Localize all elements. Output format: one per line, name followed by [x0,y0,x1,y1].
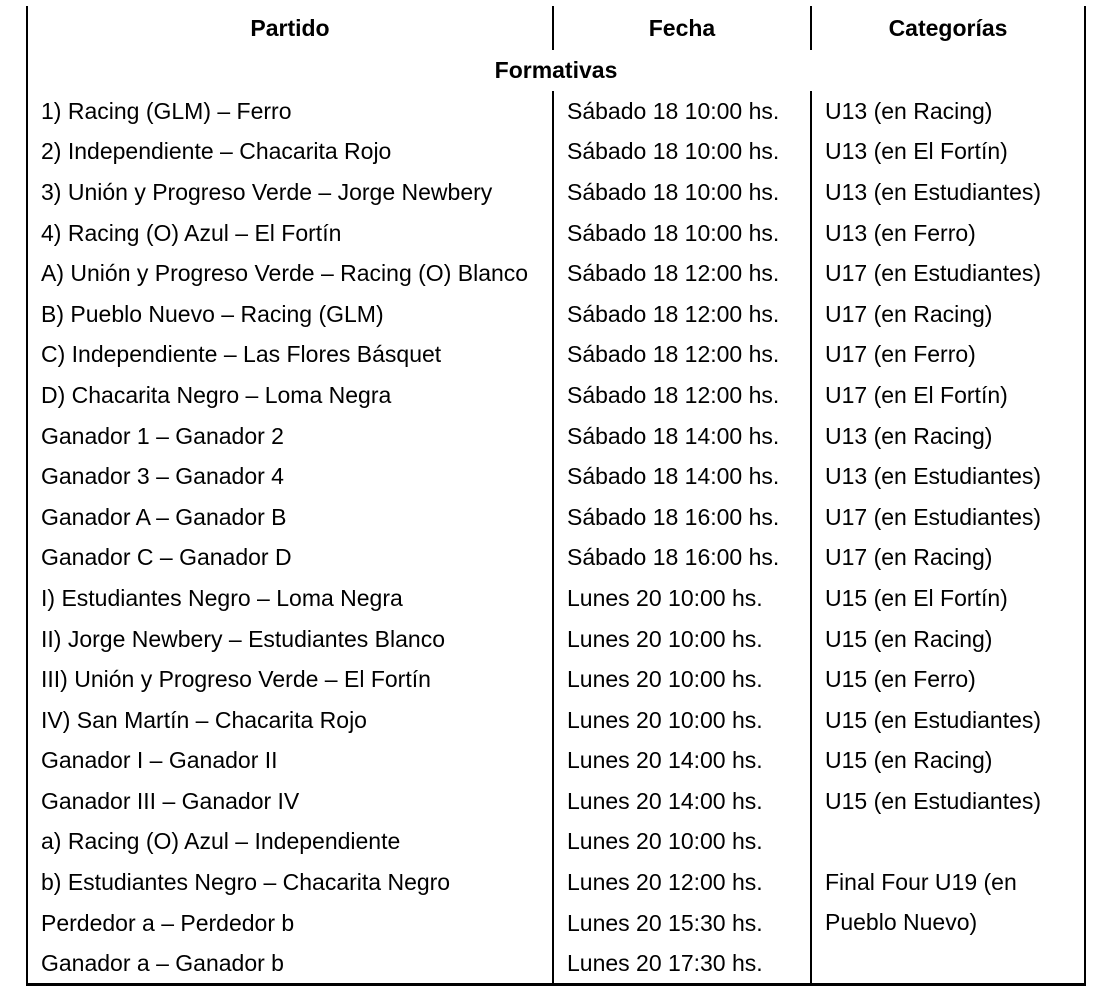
categoria-cell: U13 (en Estudiantes) [811,172,1085,213]
partido-cell: Ganador 1 – Ganador 2 [41,422,284,449]
partido-cell: Ganador A – Ganador B [41,503,287,530]
table-row [27,456,1085,497]
header-row [27,6,1085,50]
partido-cell: 1) Racing (GLM) – Ferro [41,97,292,124]
fecha-cell: Lunes 20 14:00 hs. [553,781,811,822]
table-row [27,700,1085,741]
fecha-cell: Lunes 20 15:30 hs. [553,903,811,944]
fecha-cell: Lunes 20 10:00 hs. [553,700,811,741]
fecha-cell: Sábado 18 14:00 hs. [553,416,811,457]
section-title-formativas: Formativas [494,57,618,83]
table-row [27,578,1085,619]
categoria-cell: U15 (en Ferro) [811,659,1085,700]
table-row [27,172,1085,213]
final-four-note: Final Four U19 (en Pueblo Nuevo) [825,869,1017,936]
fecha-cell: Lunes 20 10:00 hs. [553,659,811,700]
table-row [27,132,1085,173]
fecha-cell: Lunes 20 17:30 hs. [553,943,811,984]
categoria-cell: U17 (en El Fortín) [811,375,1085,416]
fecha-cell: Lunes 20 10:00 hs. [553,822,811,863]
categoria-cell: U17 (en Ferro) [811,335,1085,376]
column-header-fecha: Fecha [553,6,811,50]
categoria-cell: U13 (en El Fortín) [811,132,1085,173]
categoria-cell: U13 (en Racing) [811,91,1085,132]
column-header-categorias: Categorías [811,6,1085,50]
categoria-cell: U15 (en Racing) [811,741,1085,782]
partido-cell: B) Pueblo Nuevo – Racing (GLM) [41,300,384,327]
partido-cell: III) Unión y Progreso Verde – El Fortín [41,666,431,693]
fecha-cell: Sábado 18 14:00 hs. [553,456,811,497]
fecha-cell: Sábado 18 12:00 hs. [553,294,811,335]
partido-cell: Ganador C – Ganador D [41,544,292,571]
table-row [27,253,1085,294]
categoria-cell: U13 (en Racing) [811,416,1085,457]
fecha-cell: Sábado 18 16:00 hs. [553,497,811,538]
partido-cell: Ganador 3 – Ganador 4 [41,463,284,490]
table-row [27,375,1085,416]
partido-cell: Ganador III – Ganador IV [41,787,300,814]
categoria-cell: U15 (en Estudiantes) [811,700,1085,741]
table-row [27,213,1085,254]
fecha-cell: Lunes 20 14:00 hs. [553,741,811,782]
column-header-partido: Partido [250,14,330,41]
partido-cell: C) Independiente – Las Flores Básquet [41,341,442,368]
partido-cell: 4) Racing (O) Azul – El Fortín [41,219,342,246]
fecha-cell: Sábado 18 16:00 hs. [553,538,811,579]
fecha-cell: Sábado 18 12:00 hs. [553,253,811,294]
section-row [27,50,1085,91]
schedule-table [26,6,1086,986]
categoria-cell: U15 (en Racing) [811,619,1085,660]
fecha-cell: Sábado 18 10:00 hs. [553,91,811,132]
table-row [27,741,1085,782]
fecha-cell: Lunes 20 10:00 hs. [553,578,811,619]
fecha-cell: Sábado 18 10:00 hs. [553,172,811,213]
fecha-cell: Sábado 18 10:00 hs. [553,213,811,254]
table-row [27,91,1085,132]
categoria-cell: U13 (en Ferro) [811,213,1085,254]
categoria-cell: U17 (en Racing) [811,538,1085,579]
partido-cell: Ganador a – Ganador b [41,949,284,976]
table-row [27,335,1085,376]
table-row [27,659,1085,700]
categoria-cell: U17 (en Estudiantes) [811,497,1085,538]
categoria-cell: U17 (en Estudiantes) [811,253,1085,294]
table-row [27,497,1085,538]
fecha-cell: Lunes 20 12:00 hs. [553,862,811,903]
categoria-cell: U17 (en Racing) [811,294,1085,335]
partido-cell: 2) Independiente – Chacarita Rojo [41,138,392,165]
final-four-cell [811,822,1085,984]
table-row [27,416,1085,457]
table-row [27,538,1085,579]
partido-cell: I) Estudiantes Negro – Loma Negra [41,584,403,611]
partido-cell: 3) Unión y Progreso Verde – Jorge Newbery [41,178,493,205]
table-row [27,822,1085,863]
table-row [27,619,1085,660]
fecha-cell: Sábado 18 12:00 hs. [553,375,811,416]
partido-cell: D) Chacarita Negro – Loma Negra [41,381,392,408]
partido-cell: a) Racing (O) Azul – Independiente [41,828,401,855]
table-row [27,294,1085,335]
partido-cell: II) Jorge Newbery – Estudiantes Blanco [41,625,445,652]
fecha-cell: Sábado 18 10:00 hs. [553,132,811,173]
fecha-cell: Lunes 20 10:00 hs. [553,619,811,660]
partido-cell: Perdedor a – Perdedor b [41,909,295,936]
categoria-cell: U13 (en Estudiantes) [811,456,1085,497]
partido-cell: Ganador I – Ganador II [41,747,278,774]
partido-cell: b) Estudiantes Negro – Chacarita Negro [41,869,451,896]
categoria-cell: U15 (en Estudiantes) [811,781,1085,822]
partido-cell: A) Unión y Progreso Verde – Racing (O) Blanco [41,260,529,287]
categoria-cell: U15 (en El Fortín) [811,578,1085,619]
partido-cell: IV) San Martín – Chacarita Rojo [41,706,367,733]
table-row [27,781,1085,822]
fecha-cell: Sábado 18 12:00 hs. [553,335,811,376]
